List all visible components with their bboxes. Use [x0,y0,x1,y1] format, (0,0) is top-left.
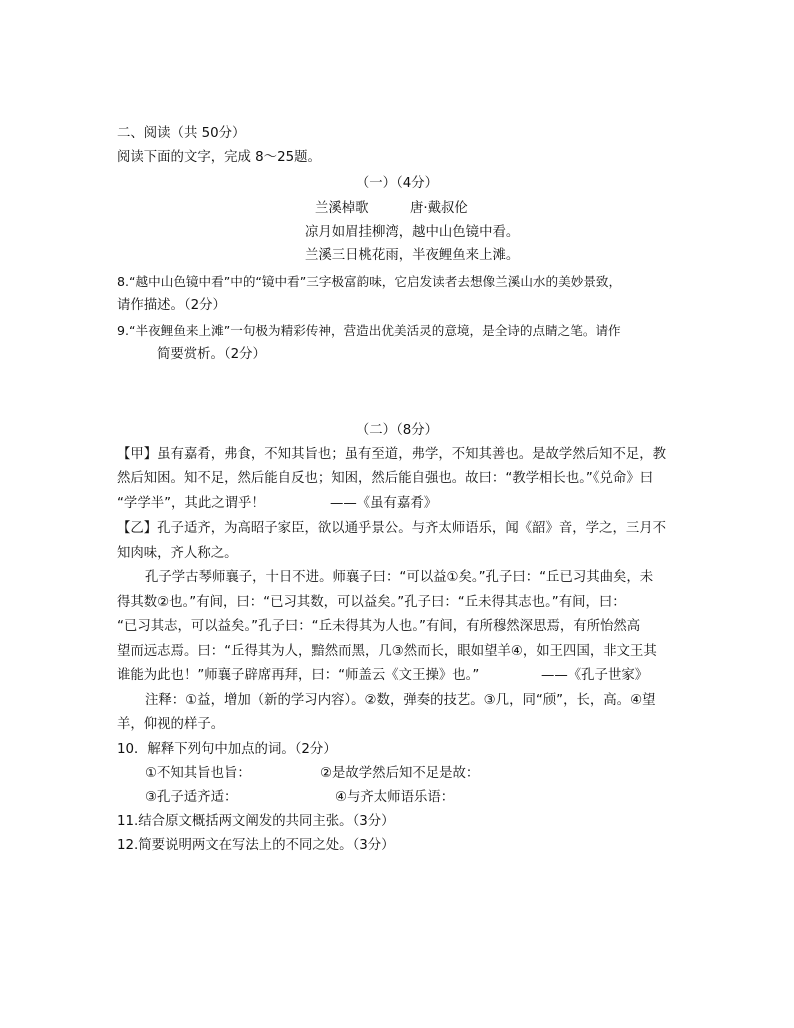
section-title: 二、阅读（共 50分） [117,126,246,141]
question-10-item-3: ③孔子适齐适： [145,790,238,805]
yi-line-7: 谁能为此也！”师襄子辟席再拜，曰：“师盖云《文王操》也。” [117,668,480,683]
question-10-item-4: ④与齐太师语乐语： [335,790,455,805]
yi-source: ——《孔子世家》 [541,668,649,683]
question-8-line-1: 8.“越中山色镜中看”中的“镜中看”三字极富韵味，它启发读者去想像兰溪山水的美妙景致， [117,274,622,289]
jia-line-1: 【甲】虽有嘉肴，弗食，不知其旨也；虽有至道，弗学，不知其善也。是故学然后知不足，教 [117,447,667,462]
yi-line-1: 【乙】孔子适齐，为高昭子家臣，欲以通乎景公。与齐太师语乐，闻《韶》音，学之，三月不 [117,521,667,536]
yi-line-5: “已习其志，可以益矣。”孔子曰：“丘未得其为人也。”有间，有所穆然深思焉，有所怡然高 [117,619,641,634]
question-11: 11.结合原文概括两文阐发的共同主张。（3分） [117,814,395,829]
poem-title: 兰溪棹歌 [315,201,369,216]
instruction: 阅读下面的文字，完成 8～25题。 [117,150,321,165]
poem-line-2: 兰溪三日桃花雨，半夜鲤鱼来上滩。 [305,248,520,263]
question-12: 12.简要说明两文在写法上的不同之处。（3分） [117,838,395,853]
part1-heading: （一）（4分） [355,176,439,191]
yi-line-2: 知肉味，齐人称之。 [117,546,238,561]
jia-source: ——《虽有嘉肴》 [330,496,438,511]
poem-author: 唐·戴叔伦 [410,201,468,216]
question-9-line-1: 9.“半夜鲤鱼来上滩”一句极为精彩传神，营造出优美活灵的意境，是全诗的点睛之笔。请作 [117,323,621,338]
question-8-line-2: 请作描述。（2分） [117,298,226,313]
poem-line-1: 凉月如眉挂柳湾，越中山色镜中看。 [305,225,520,240]
question-10-item-2: ②是故学然后知不足是故： [320,766,480,781]
note-line-1: 注释：①益，增加（新的学习内容）。②数，弹奏的技艺。③几，同“颀”，长，高。④望 [145,693,656,708]
part2-heading: （二）（8分） [355,423,439,438]
jia-line-3: “学学半”，其此之谓乎！ [117,496,265,511]
question-9-line-2: 简要赏析。（2分） [157,347,266,362]
yi-line-3: 孔子学古琴师襄子，十日不进。师襄子曰：“可以益①矣。”孔子曰：“丘已习其曲矣，未 [145,570,654,585]
question-10: 10．解释下列句中加点的词。（2分） [117,742,337,757]
note-line-2: 羊，仰视的样子。 [117,717,225,732]
yi-line-6: 望而远志焉。曰：“丘得其为人，黯然而黑，几③然而长，眼如望羊④，如王四国，非文王其 [117,644,657,659]
yi-line-4: 得其数②也。”有间，曰：“已习其数，可以益矣。”孔子曰：“丘未得其志也。”有间，曰： [117,595,626,610]
question-10-item-1: ①不知其旨也旨： [145,766,251,781]
jia-line-2: 然后知困。知不足，然后能自反也；知困，然后能自强也。故曰：“教学相长也。”《兑命》曰 [117,471,654,486]
